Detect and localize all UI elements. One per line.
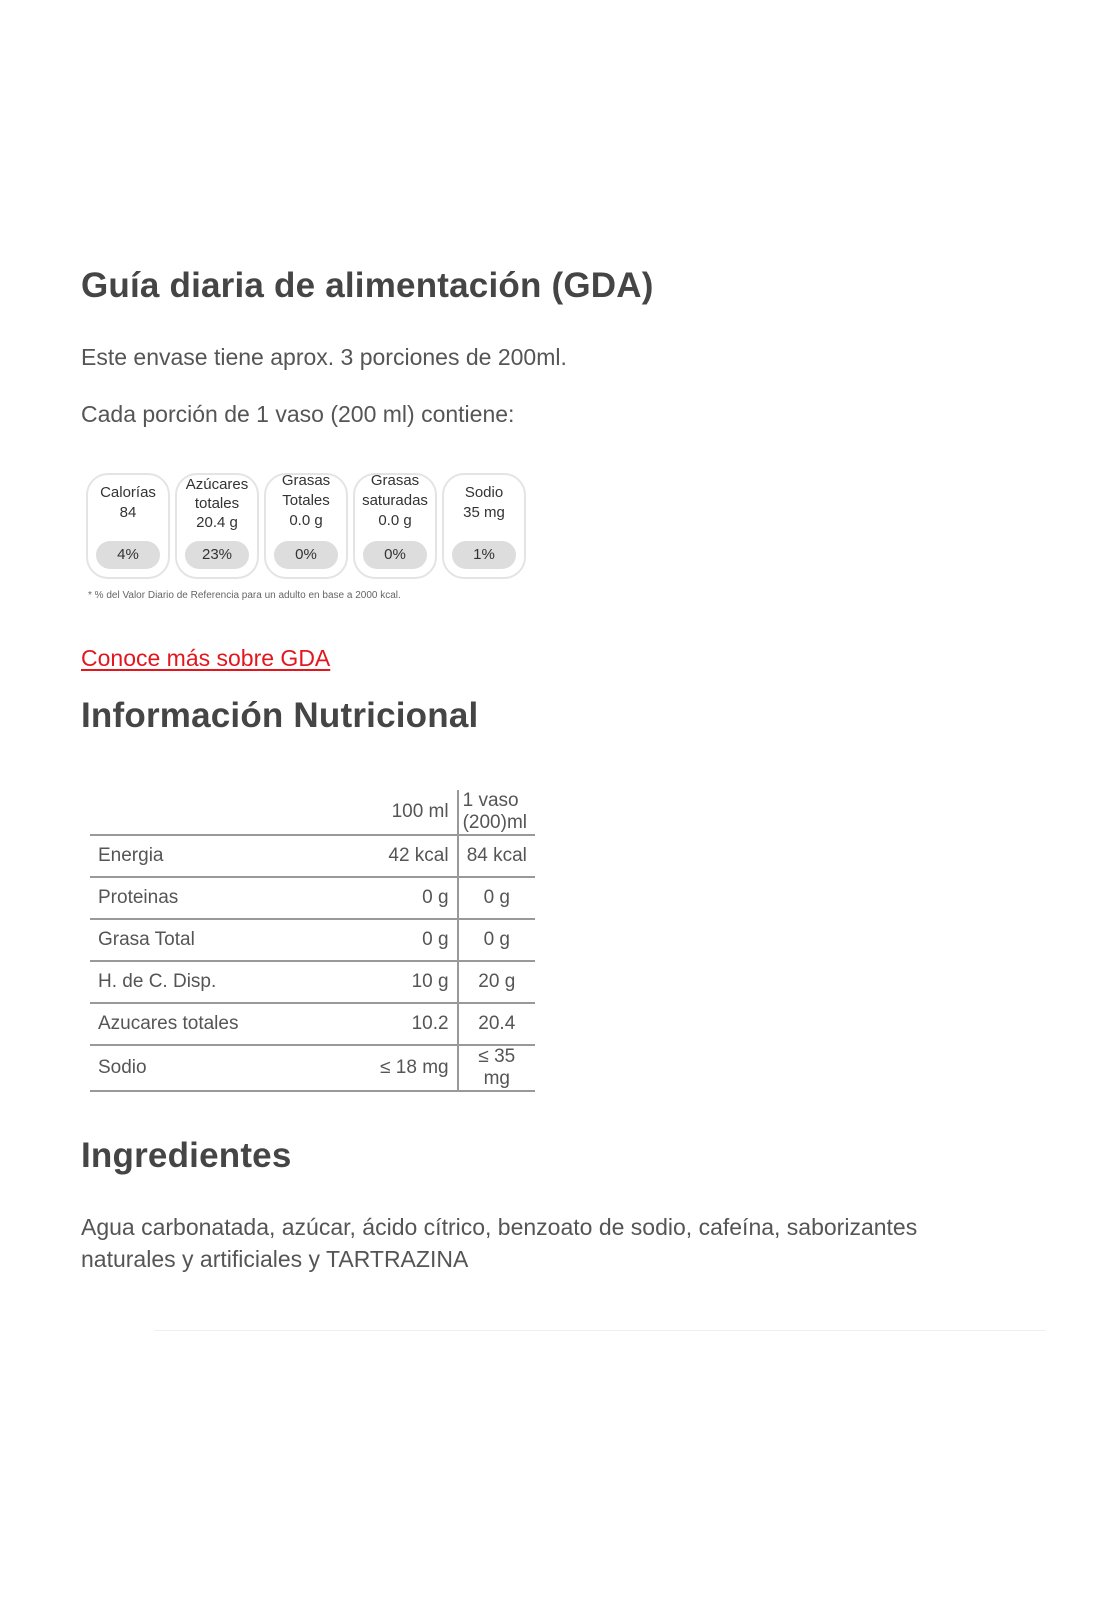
badge-label: Grasas [281, 472, 331, 489]
badge-percent: 23% [185, 541, 249, 569]
table-row [90, 961, 535, 1003]
badge-label: Azúcares [185, 476, 249, 493]
table-cell: 0 g [458, 919, 535, 961]
table-cell: Grasa Total [90, 919, 356, 961]
table-cell: H. de C. Disp. [90, 961, 356, 1003]
gda-title: Guía diaria de alimentación (GDA) [81, 266, 654, 305]
gda-badges [86, 473, 566, 603]
gda-badge-calorias [86, 473, 170, 579]
table-cell: 84 kcal [458, 835, 535, 877]
table-cell: 10.2 [356, 1003, 457, 1045]
table-header-row [90, 790, 535, 835]
gda-more-link[interactable]: Conoce más sobre GDA [81, 645, 331, 671]
ingredients-text-line1: Agua carbonatada, azúcar, ácido cítrico, benzoato de sodio, cafeína, saborizantes [81, 1214, 918, 1240]
table-row [90, 919, 535, 961]
gda-footnote: * % del Valor Diario de Referencia para un adulto en base a 2000 kcal. [88, 590, 401, 601]
servings-text: Este envase tiene aprox. 3 porciones de 200ml. [81, 344, 567, 370]
badge-value: 20.4 g [196, 514, 238, 531]
table-row [90, 1045, 535, 1091]
table-header [90, 790, 356, 835]
divider [155, 1330, 1045, 1331]
badge-percent: 4% [96, 541, 160, 569]
badge-label: totales [194, 495, 240, 512]
gda-badge-sodio [442, 473, 526, 579]
badge-percent: 1% [452, 541, 516, 569]
table-header: 100 ml [356, 790, 457, 835]
gda-badge-azucares [175, 473, 259, 579]
table-header: 1 vaso (200)ml [462, 790, 527, 833]
table-row [90, 877, 535, 919]
gda-badge-grasas-saturadas [353, 473, 437, 579]
table-row [90, 1003, 535, 1045]
gda-badge-grasas-totales [264, 473, 348, 579]
badge-label: Sodio [464, 484, 504, 501]
table-cell: 10 g [356, 961, 457, 1003]
table-cell: ≤ 35 mg [458, 1045, 535, 1091]
table-cell: 0 g [356, 919, 457, 961]
badge-label: Totales [282, 492, 330, 509]
portion-text: Cada porción de 1 vaso (200 ml) contiene: [81, 401, 515, 427]
badge-percent: 0% [363, 541, 427, 569]
ingredients-title: Ingredientes [81, 1136, 292, 1175]
nutrition-table [90, 790, 535, 1092]
table-cell: 20 g [458, 961, 535, 1003]
table-cell: 42 kcal [356, 835, 457, 877]
table-cell: 20.4 [458, 1003, 535, 1045]
nutrition-title: Información Nutricional [81, 696, 479, 735]
table-row [90, 835, 535, 877]
table-cell: ≤ 18 mg [356, 1045, 457, 1091]
table-cell: Energia [90, 835, 356, 877]
table-cell: Sodio [90, 1045, 356, 1091]
ingredients-text-line2: naturales y artificiales y TARTRAZINA [81, 1246, 469, 1272]
badge-label: saturadas [362, 492, 428, 509]
badge-value: 35 mg [463, 504, 505, 521]
badge-percent: 0% [274, 541, 338, 569]
table-cell: 0 g [458, 877, 535, 919]
table-cell: Proteinas [90, 877, 356, 919]
badge-value: 0.0 g [289, 512, 323, 529]
badge-value: 84 [119, 504, 137, 521]
badge-label: Calorías [100, 484, 156, 501]
badge-label: Grasas [370, 472, 420, 489]
table-cell: Azucares totales [90, 1003, 356, 1045]
table-cell: 0 g [356, 877, 457, 919]
badge-value: 0.0 g [378, 512, 412, 529]
